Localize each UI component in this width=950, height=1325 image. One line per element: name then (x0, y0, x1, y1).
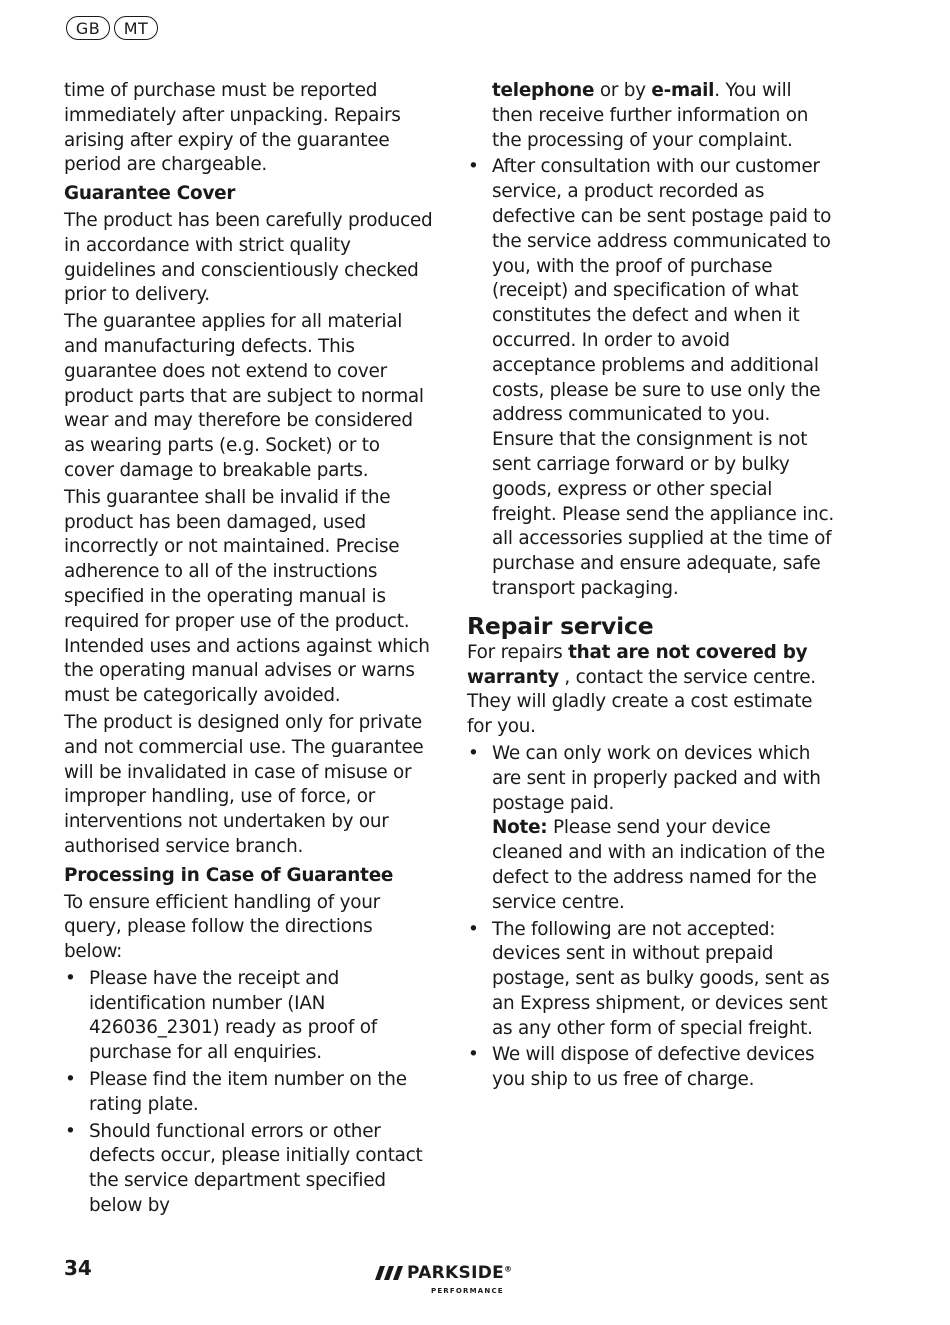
page-number: 34 (64, 1256, 92, 1280)
list-item: • Please have the receipt and identification number (IAN 426036_2301) ready as proof of purchase for all enquiries. (65, 967, 377, 1064)
repair-intro: For repairs that are not covered by warranty , contact the service centre. They will gladly create a cost estimate for you. (467, 641, 816, 738)
logo-registered-mark: ® (504, 1264, 513, 1274)
language-badges (66, 16, 158, 40)
list-item: • Please find the item number on the rating plate. (65, 1069, 407, 1115)
guarantee-cover-heading: Guarantee Cover (64, 183, 236, 205)
guarantee-cover-paragraph-4: The product is designed only for private and not commercial use. The guarantee will be invalidated in case of misuse or improper handling, use of force, or interventions not undertaken by our authorised service branch. (64, 711, 424, 857)
bullet-icon: • (468, 156, 479, 178)
list-item: • The following are not accepted: devices sent in without prepaid postage, sent as bulky goods, sent as an Express shipment, or devices sent as any other form of special freight. (468, 918, 830, 1039)
list-item: • After consultation with our customer service, a product recorded as defective can be sent postage paid to the service address communicated to you, with the proof of purchase (receipt) and specification of what constitutes the defect and when it occurred. In order to avoid acceptance problems and additional costs, please be sure to use only the address communicated to you. Ensure that the consignment is not sent carriage forward or by bulky goods, express or other special freight. Please send the appliance inc. all accessories supplied at the time of purchase and ensure adequate, safe transport packaging. (468, 156, 834, 599)
logo-subtext: PERFORMANCE (431, 1287, 504, 1295)
guarantee-cover-paragraph-1: The product has been carefully produced in accordance with strict quality guidelines and conscientiously checked prior to delivery. (64, 209, 433, 306)
guarantee-cover-paragraph-3: This guarantee shall be invalid if the product has been damaged, used incorrectly or not maintained. Precise adherence to all of the instructions specified in the operating manual is required for proper use of the product. Intended uses and actions against which the operating manual advises or warns must be categorically avoided. (64, 486, 430, 707)
list-item: • We will dispose of defective devices you ship to us free of charge. (468, 1044, 815, 1091)
intro-paragraph: time of purchase must be reported immediately after unpacking. Repairs arising after expiry of the guarantee period are chargeable. (64, 80, 401, 176)
lang-badge-gb: GB (66, 16, 110, 40)
repair-service-heading: Repair service (467, 611, 654, 640)
logo-brand-text: PARKSIDE® (407, 1263, 513, 1283)
lang-badge-mt: MT (114, 16, 158, 40)
bullet-icon: • (65, 1069, 76, 1091)
parkside-logo (375, 1263, 525, 1299)
bullet-icon: • (65, 1120, 76, 1142)
consultation-list (467, 155, 835, 601)
processing-intro: To ensure efficient handling of your query, please follow the directions below: (64, 891, 380, 963)
processing-heading: Processing in Case of Guarantee (64, 864, 394, 886)
bullet-icon: • (65, 967, 76, 989)
list-item: • Should functional errors or other defects occur, please initially contact the service department specified below by (65, 1120, 423, 1217)
logo-stripes-icon (375, 1266, 403, 1280)
right-column (467, 79, 835, 1095)
note-label: Note: (492, 817, 548, 839)
repair-list (467, 742, 835, 1093)
guarantee-cover-paragraph-2: The guarantee applies for all material and manufacturing defects. This guarantee does not extend to cover product parts that are subject to normal wear and may therefore be considered as wearing parts (e.g. Socket) or to cover damage to breakable parts. (64, 311, 424, 481)
bullet-icon: • (468, 918, 479, 940)
continuation-paragraph: telephone or by e-mail. You will then receive further information on the processing of your complaint. (492, 80, 809, 151)
list-item: • We can only work on devices which are sent in properly packed and with postage paid. Note: Please send your device cleaned and with an indication of the defect to the address named for the service centre. (468, 742, 825, 913)
note-text: Please send your device cleaned and with an indication of the defect to the address named for the service centre. (492, 817, 825, 913)
bullet-icon: • (468, 1044, 479, 1066)
bullet-icon: • (468, 742, 479, 764)
left-column (64, 79, 434, 1221)
processing-list (64, 967, 434, 1219)
